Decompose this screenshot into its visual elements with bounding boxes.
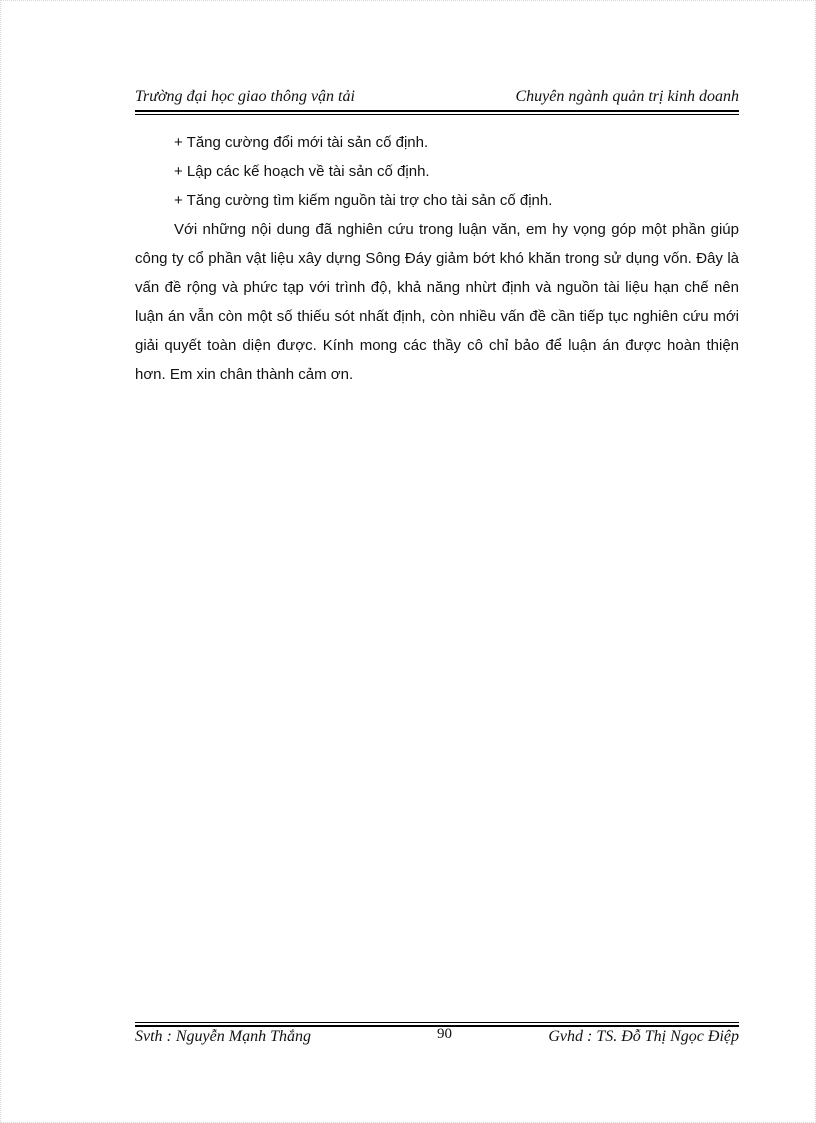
bullet-item: + Tăng cường tìm kiếm nguồn tài trợ cho tài sản cố định. [174,192,553,209]
header-rule-thin [135,114,739,115]
footer-supervisor: Gvhd : TS. Đỗ Thị Ngọc Điệp [548,1028,739,1045]
page-number: 90 [437,1026,452,1042]
bullet-item: + Lập các kế hoạch về tài sản cố định. [174,163,430,180]
page-header [135,88,739,110]
footer-rule-thin [135,1022,739,1023]
page-footer [135,1028,739,1050]
bullet-item: + Tăng cường đổi mới tài sản cố định. [174,134,429,151]
conclusion-paragraph: Với những nội dung đã nghiên cứu trong luận văn, em hy vọng góp một phần giúp công ty cổ phần vật liệu xây dựng Sông Đáy giảm bớt khó khăn trong sử dụng vốn. Đây là vấn đề rộng và phức tạp với trình độ, khả năng nhừt định và nguồn tài liệu hạn chế nên luận án vẫn còn một số thiếu sót nhất định, còn nhiều vấn đề cần tiếp tục nghiên cứu mới giải quyết toàn diện được. Kính mong các thầy cô chỉ bảo để luận án được hoàn thiện hơn. Em xin chân thành cảm ơn. [135,221,739,383]
header-major: Chuyên ngành quản trị kinh doanh [515,88,739,105]
footer-student: Svth : Nguyễn Mạnh Thắng [135,1028,311,1045]
header-rule-thick [135,110,739,112]
body-text [135,128,739,389]
header-school: Trường đại học giao thông vận tải [135,88,355,105]
